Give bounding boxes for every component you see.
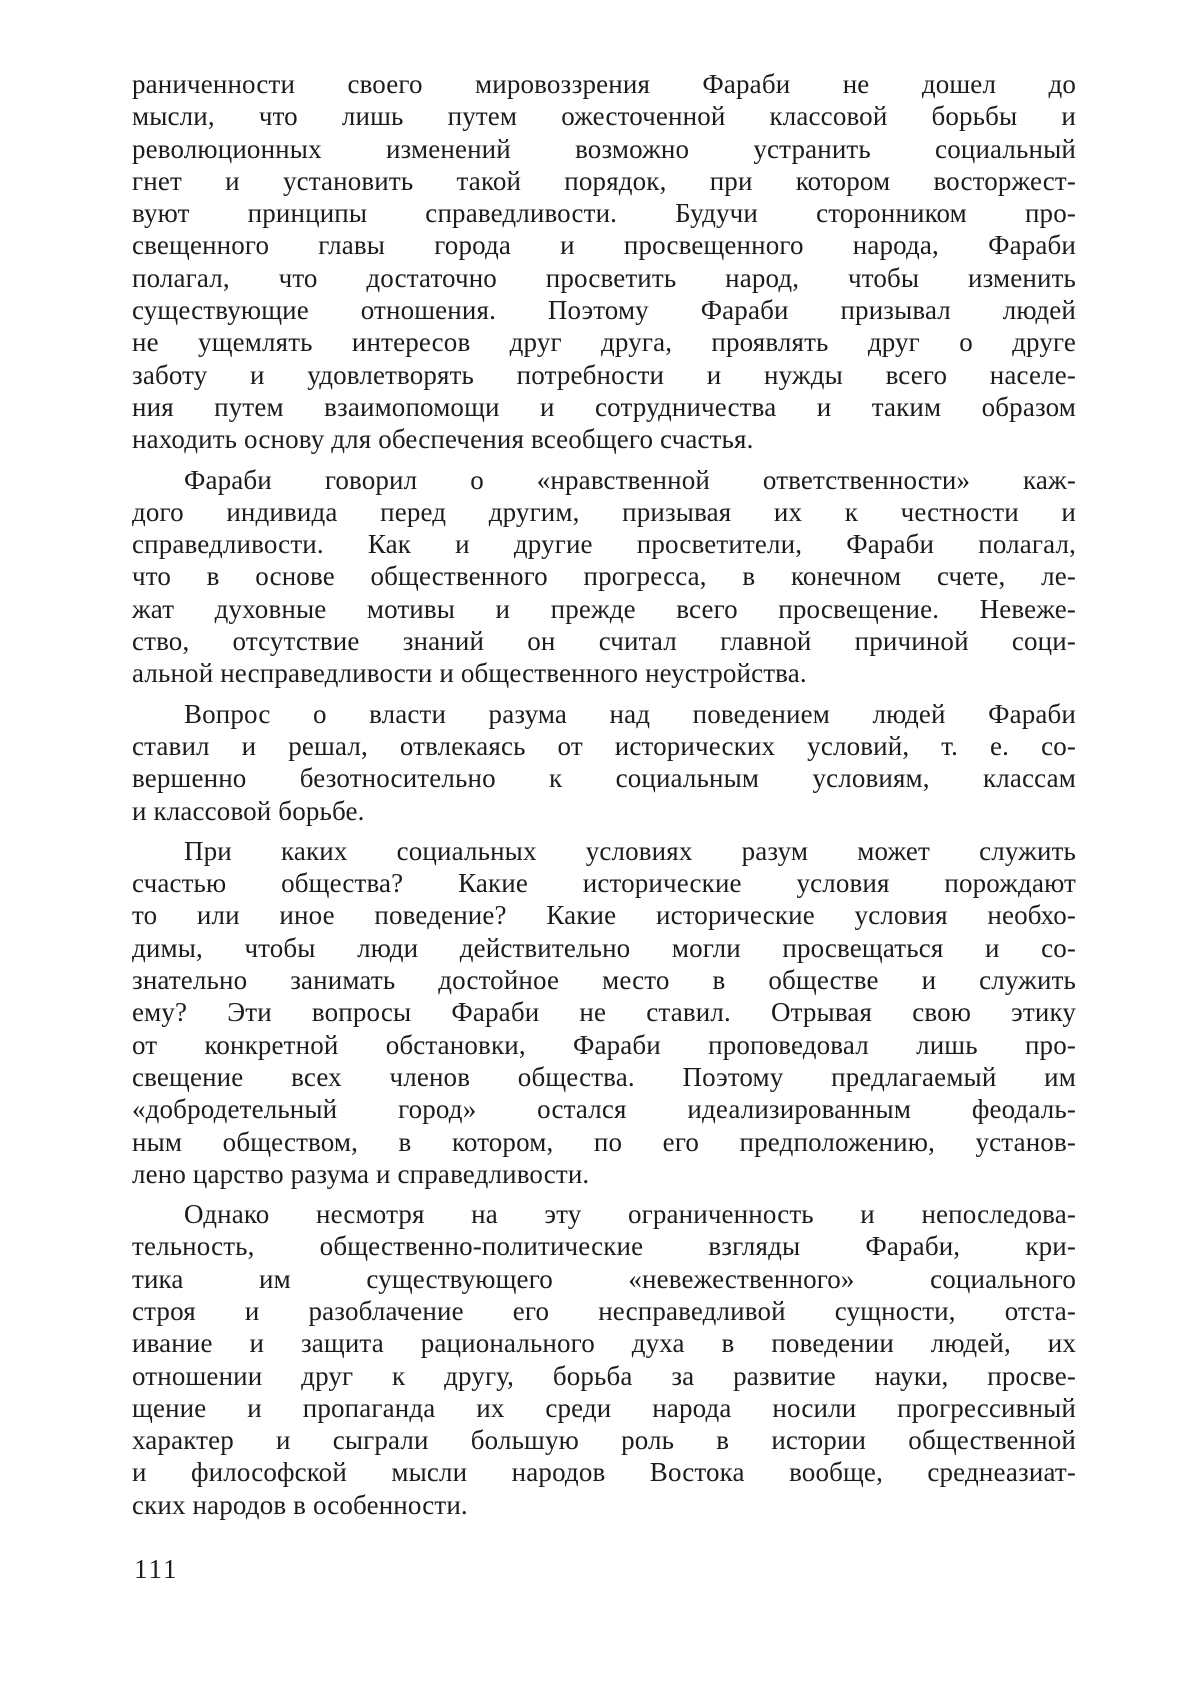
paragraph-2 xyxy=(132,464,1076,690)
text-line: характер и сыграли большую роль в истории общественной xyxy=(132,1425,1076,1456)
text-line: находить основу для обеспечения всеобщего счастья. xyxy=(132,424,754,455)
text-line: димы, чтобы люди действительно могли просвещаться и со- xyxy=(132,932,1076,963)
text-line: ным обществом, в котором, по его предположению, установ- xyxy=(132,1126,1076,1157)
text-line: заботу и удовлетворять потребности и нужды всего населе- xyxy=(132,359,1076,390)
text-line: альной несправедливости и общественного неустройства. xyxy=(132,658,807,689)
text-line: вуют принципы справедливости. Будучи сторонником про- xyxy=(132,198,1076,229)
text-line: ния путем взаимопомощи и сотрудничества и таким образом xyxy=(132,391,1076,422)
text-line: ских народов в особенности. xyxy=(132,1489,468,1520)
text-line: и философской мысли народов Востока вообще, среднеазиат- xyxy=(132,1457,1076,1488)
text-line: строя и разоблачение его несправедливой сущности, отста- xyxy=(132,1295,1076,1326)
text-line: революционных изменений возможно устранить социальный xyxy=(132,133,1076,164)
text-line: дого индивида перед другим, призывая их к честности и xyxy=(132,496,1076,527)
text-line: Вопрос о власти разума над поведением людей Фараби xyxy=(184,698,1076,729)
text-line: жат духовные мотивы и прежде всего просвещение. Невеже- xyxy=(132,593,1076,624)
text-line: справедливости. Как и другие просветители, Фараби полагал, xyxy=(132,529,1076,560)
text-line: полагал, что достаточно просветить народ, чтобы изменить xyxy=(132,262,1076,293)
text-line: счастью общества? Какие исторические условия порождают xyxy=(132,868,1076,899)
text-line: лено царство разума и справедливости. xyxy=(132,1158,590,1189)
text-line: Фараби говорил о «нравственной ответственности» каж- xyxy=(184,464,1076,495)
text-line: ставил и решал, отвлекаясь от исторических условий, т. е. со- xyxy=(132,730,1076,761)
text-line: существующие отношения. Поэтому Фараби призывал людей xyxy=(132,295,1076,326)
text-line: что в основе общественного прогресса, в конечном счете, ле- xyxy=(132,561,1076,592)
text-line: Однако несмотря на эту ограниченность и непоследова- xyxy=(184,1199,1076,1230)
text-line: При каких социальных условиях разум может служить xyxy=(184,835,1076,866)
text-line: тика им существующего «невежественного» социального xyxy=(132,1263,1076,1294)
text-line: раниченности своего мировоззрения Фараби не дошел до xyxy=(132,69,1076,99)
text-line: тельность, общественно-политические взгляды Фараби, кри- xyxy=(132,1231,1076,1262)
paragraph-1 xyxy=(132,68,1076,456)
text-line: ивание и защита рационального духа в поведении людей, их xyxy=(132,1328,1076,1359)
text-line: вершенно безотносительно к социальным условиям, классам xyxy=(132,763,1076,794)
text-line: знательно занимать достойное место в обществе и служить xyxy=(132,965,1076,996)
text-line: от конкретной обстановки, Фараби проповедовал лишь про- xyxy=(132,1029,1076,1060)
text-line: не ущемлять интересов друг друга, проявлять друг о друге xyxy=(132,327,1076,358)
text-line: щение и пропаганда их среди народа носили прогрессивный xyxy=(132,1392,1076,1423)
body-text xyxy=(132,68,1076,1521)
text-line: то или иное поведение? Какие исторические условия необхо- xyxy=(132,900,1076,931)
text-line: и классовой борьбе. xyxy=(132,795,365,826)
text-line: «добродетельный город» остался идеализированным феодаль- xyxy=(132,1094,1076,1125)
paragraph-4 xyxy=(132,835,1076,1190)
text-line: ему? Эти вопросы Фараби не ставил. Отрывая свою этику xyxy=(132,997,1076,1028)
text-line: гнет и установить такой порядок, при котором восторжест- xyxy=(132,165,1076,196)
text-line: отношении друг к другу, борьба за развитие науки, просве- xyxy=(132,1360,1076,1391)
text-line: мысли, что лишь путем ожесточенной классовой борьбы и xyxy=(132,101,1076,132)
text-line: ство, отсутствие знаний он считал главной причиной соци- xyxy=(132,626,1076,657)
text-line: свещенного главы города и просвещенного народа, Фараби xyxy=(132,230,1076,261)
text-line: свещение всех членов общества. Поэтому предлагаемый им xyxy=(132,1061,1076,1092)
paragraph-3 xyxy=(132,698,1076,827)
page-number: 111 xyxy=(134,1554,179,1584)
paragraph-5 xyxy=(132,1198,1076,1521)
